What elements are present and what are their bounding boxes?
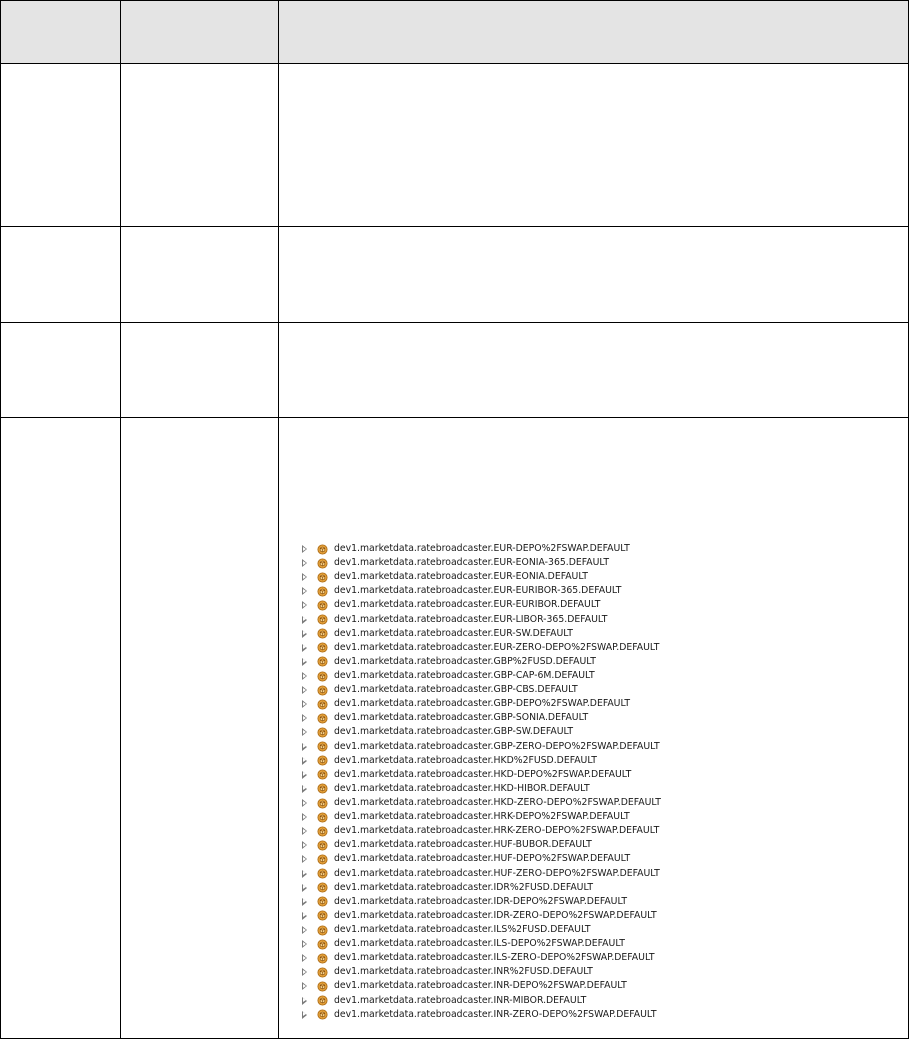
tree-item-label: dev1.marketdata.ratebroadcaster.HKD%2FUSD.DEFAULT (334, 754, 597, 766)
tree-item[interactable] (301, 1008, 661, 1022)
table-cell (121, 323, 279, 418)
tree-item-label: dev1.marketdata.ratebroadcaster.EUR-ZERO-DEPO%2FSWAP.DEFAULT (334, 641, 660, 653)
expand-triangle-icon[interactable] (302, 771, 307, 779)
table-cell (1, 418, 121, 1039)
topic-cube-icon (317, 939, 328, 950)
expand-triangle-icon[interactable] (302, 714, 307, 722)
expand-triangle-icon[interactable] (302, 898, 307, 906)
topic-cube-icon (317, 628, 328, 639)
tree-item-label: dev1.marketdata.ratebroadcaster.INR%2FUSD.DEFAULT (334, 966, 593, 978)
table-row (1, 323, 909, 418)
header-cell-3 (279, 1, 909, 64)
topic-cube-icon (317, 713, 328, 724)
tree-item-label: dev1.marketdata.ratebroadcaster.INR-ZERO-DEPO%2FSWAP.DEFAULT (334, 1008, 657, 1020)
tree-item[interactable] (301, 881, 661, 895)
tree-item[interactable] (301, 951, 661, 965)
expand-triangle-icon[interactable] (302, 757, 307, 765)
topic-cube-icon (317, 953, 328, 964)
expand-triangle-icon[interactable] (302, 841, 307, 849)
expand-triangle-icon[interactable] (302, 813, 307, 821)
tree-item-label: dev1.marketdata.ratebroadcaster.EUR-LIBOR-365.DEFAULT (334, 613, 608, 625)
tree-item-label: dev1.marketdata.ratebroadcaster.HKD-ZERO-DEPO%2FSWAP.DEFAULT (334, 797, 661, 809)
topic-cube-icon (317, 544, 328, 555)
tree-item[interactable] (301, 613, 661, 627)
expand-triangle-icon[interactable] (302, 743, 307, 751)
expand-triangle-icon[interactable] (302, 545, 307, 553)
tree-item[interactable] (301, 584, 661, 598)
tree-item[interactable] (301, 627, 661, 641)
topic-cube-icon (317, 642, 328, 653)
expand-triangle-icon[interactable] (302, 644, 307, 652)
topic-cube-icon (317, 600, 328, 611)
tree-item-label: dev1.marketdata.ratebroadcaster.EUR-DEPO%2FSWAP.DEFAULT (334, 543, 630, 555)
expand-triangle-icon[interactable] (302, 870, 307, 878)
table-cell (121, 418, 279, 1039)
table-cell (279, 323, 909, 418)
expand-triangle-icon[interactable] (302, 997, 307, 1005)
expand-triangle-icon[interactable] (302, 728, 307, 736)
expand-triangle-icon[interactable] (302, 940, 307, 948)
topic-cube-icon (317, 798, 328, 809)
tree-item-label: dev1.marketdata.ratebroadcaster.IDR-DEPO%2FSWAP.DEFAULT (334, 895, 628, 907)
tree-item-label: dev1.marketdata.ratebroadcaster.ILS%2FUSD.DEFAULT (334, 924, 591, 935)
tree-item[interactable] (301, 965, 661, 979)
tree-item-label: dev1.marketdata.ratebroadcaster.IDR-ZERO-DEPO%2FSWAP.DEFAULT (334, 909, 657, 921)
tree-item[interactable] (301, 556, 661, 570)
expand-triangle-icon[interactable] (302, 616, 307, 624)
expand-triangle-icon[interactable] (302, 912, 307, 920)
topic-cube-icon (317, 741, 328, 752)
topic-cube-icon (317, 967, 328, 978)
expand-triangle-icon[interactable] (302, 1011, 307, 1019)
tree-item[interactable] (301, 852, 661, 866)
expand-triangle-icon[interactable] (302, 559, 307, 567)
tree-item[interactable] (301, 669, 661, 683)
table-cell (121, 64, 279, 227)
tree-item[interactable] (301, 697, 661, 711)
expand-triangle-icon[interactable] (302, 884, 307, 892)
topic-cube-icon (317, 882, 328, 893)
expand-triangle-icon[interactable] (302, 982, 307, 990)
topic-tree (301, 542, 661, 1022)
tree-item-label: dev1.marketdata.ratebroadcaster.GBP-CBS.DEFAULT (334, 684, 578, 696)
expand-triangle-icon[interactable] (302, 799, 307, 807)
expand-triangle-icon[interactable] (302, 601, 307, 609)
tree-item-label: dev1.marketdata.ratebroadcaster.INR-MIBOR.DEFAULT (334, 994, 587, 1006)
tree-item[interactable] (301, 641, 661, 655)
tree-item[interactable] (301, 725, 661, 739)
tree-item-label: dev1.marketdata.ratebroadcaster.EUR-EONIA.DEFAULT (334, 571, 588, 583)
topic-cube-icon (317, 783, 328, 794)
tree-item[interactable] (301, 979, 661, 993)
table-cell (121, 227, 279, 323)
topic-cube-icon (317, 854, 328, 865)
expand-triangle-icon[interactable] (302, 672, 307, 680)
topic-cube-icon (317, 826, 328, 837)
tree-item-label: dev1.marketdata.ratebroadcaster.ILS-DEPO%2FSWAP.DEFAULT (334, 938, 625, 950)
topic-cube-icon (317, 868, 328, 879)
tree-item[interactable] (301, 782, 661, 796)
expand-triangle-icon[interactable] (302, 926, 307, 934)
tree-item[interactable] (301, 655, 661, 669)
expand-triangle-icon[interactable] (302, 954, 307, 962)
topic-cube-icon (317, 614, 328, 625)
tree-item-label: dev1.marketdata.ratebroadcaster.GBP-SONIA.DEFAULT (334, 712, 589, 724)
tree-item-label: dev1.marketdata.ratebroadcaster.IDR%2FUSD.DEFAULT (334, 881, 594, 893)
tree-item-label: dev1.marketdata.ratebroadcaster.GBP-SW.DEFAULT (334, 726, 574, 738)
topic-cube-icon (317, 1009, 328, 1020)
topic-cube-icon (317, 995, 328, 1006)
expand-triangle-icon[interactable] (302, 587, 307, 595)
expand-triangle-icon[interactable] (302, 700, 307, 708)
topic-cube-icon (317, 671, 328, 682)
expand-triangle-icon[interactable] (302, 785, 307, 793)
tree-item-label: dev1.marketdata.ratebroadcaster.GBP-DEPO%2FSWAP.DEFAULT (334, 698, 631, 710)
topic-cube-icon (317, 656, 328, 667)
tree-item[interactable] (301, 754, 661, 768)
tree-item[interactable] (301, 683, 661, 697)
topic-cube-icon (317, 925, 328, 936)
topic-cube-icon (317, 981, 328, 992)
expand-triangle-icon[interactable] (302, 827, 307, 835)
topic-cube-icon (317, 699, 328, 710)
tree-item-label: dev1.marketdata.ratebroadcaster.HUF-BUBOR.DEFAULT (334, 839, 592, 851)
tree-item[interactable] (301, 542, 661, 556)
tree-item-label: dev1.marketdata.ratebroadcaster.GBP%2FUSD.DEFAULT (334, 655, 596, 667)
topic-cube-icon (317, 685, 328, 696)
table-cell (1, 323, 121, 418)
tree-item[interactable] (301, 909, 661, 923)
topic-cube-icon (317, 812, 328, 823)
expand-triangle-icon[interactable] (302, 968, 307, 976)
tree-item-label: dev1.marketdata.ratebroadcaster.HKD-HIBOR.DEFAULT (334, 782, 590, 794)
expand-triangle-icon[interactable] (302, 658, 307, 666)
topic-cube-icon (317, 558, 328, 569)
tree-item[interactable] (301, 895, 661, 909)
tree-item-label: dev1.marketdata.ratebroadcaster.HUF-ZERO-DEPO%2FSWAP.DEFAULT (334, 867, 660, 879)
table-cell (1, 64, 121, 227)
table-row (1, 227, 909, 323)
topic-cube-icon (317, 755, 328, 766)
table-header-row (1, 1, 909, 64)
tree-item[interactable] (301, 994, 661, 1008)
tree-item[interactable] (301, 768, 661, 782)
topic-cube-icon (317, 910, 328, 921)
topic-cube-icon (317, 586, 328, 597)
expand-triangle-icon[interactable] (302, 573, 307, 581)
tree-item-label: dev1.marketdata.ratebroadcaster.EUR-EURIBOR.DEFAULT (334, 599, 601, 611)
tree-item[interactable] (301, 570, 661, 584)
topic-cube-icon (317, 727, 328, 738)
tree-item[interactable] (301, 937, 661, 951)
table-cell (279, 64, 909, 227)
tree-item-label: dev1.marketdata.ratebroadcaster.ILS-ZERO-DEPO%2FSWAP.DEFAULT (334, 952, 655, 964)
header-cell-2 (121, 1, 279, 64)
tree-item[interactable] (301, 711, 661, 725)
tree-item-label: dev1.marketdata.ratebroadcaster.EUR-SW.DEFAULT (334, 627, 573, 639)
expand-triangle-icon[interactable] (302, 686, 307, 694)
topic-cube-icon (317, 840, 328, 851)
tree-item[interactable] (301, 810, 661, 824)
topic-cube-icon (317, 572, 328, 583)
tree-item-label: dev1.marketdata.ratebroadcaster.EUR-EURIBOR-365.DEFAULT (334, 585, 622, 597)
table-cell (279, 227, 909, 323)
topic-cube-icon (317, 896, 328, 907)
tree-item-label: dev1.marketdata.ratebroadcaster.HRK-DEPO%2FSWAP.DEFAULT (334, 811, 630, 823)
tree-item[interactable] (301, 598, 661, 612)
tree-item[interactable] (301, 867, 661, 881)
header-cell-1 (1, 1, 121, 64)
tree-item-label: dev1.marketdata.ratebroadcaster.HKD-DEPO%2FSWAP.DEFAULT (334, 768, 632, 780)
tree-item-label: dev1.marketdata.ratebroadcaster.HUF-DEPO%2FSWAP.DEFAULT (334, 853, 631, 865)
tree-item[interactable] (301, 740, 661, 754)
tree-item-label: dev1.marketdata.ratebroadcaster.EUR-EONIA-365.DEFAULT (334, 557, 609, 569)
tree-item-label: dev1.marketdata.ratebroadcaster.INR-DEPO%2FSWAP.DEFAULT (334, 980, 627, 992)
tree-item[interactable] (301, 923, 661, 937)
topic-cube-icon (317, 769, 328, 780)
tree-item-label: dev1.marketdata.ratebroadcaster.HRK-ZERO-DEPO%2FSWAP.DEFAULT (334, 825, 660, 837)
tree-item-label: dev1.marketdata.ratebroadcaster.GBP-ZERO-DEPO%2FSWAP.DEFAULT (334, 740, 660, 752)
expand-triangle-icon[interactable] (302, 855, 307, 863)
table-cell (1, 227, 121, 323)
expand-triangle-icon[interactable] (302, 630, 307, 638)
tree-item-label: dev1.marketdata.ratebroadcaster.GBP-CAP-6M.DEFAULT (334, 670, 595, 682)
tree-item[interactable] (301, 824, 661, 838)
table-row (1, 64, 909, 227)
tree-item[interactable] (301, 838, 661, 852)
tree-item[interactable] (301, 796, 661, 810)
